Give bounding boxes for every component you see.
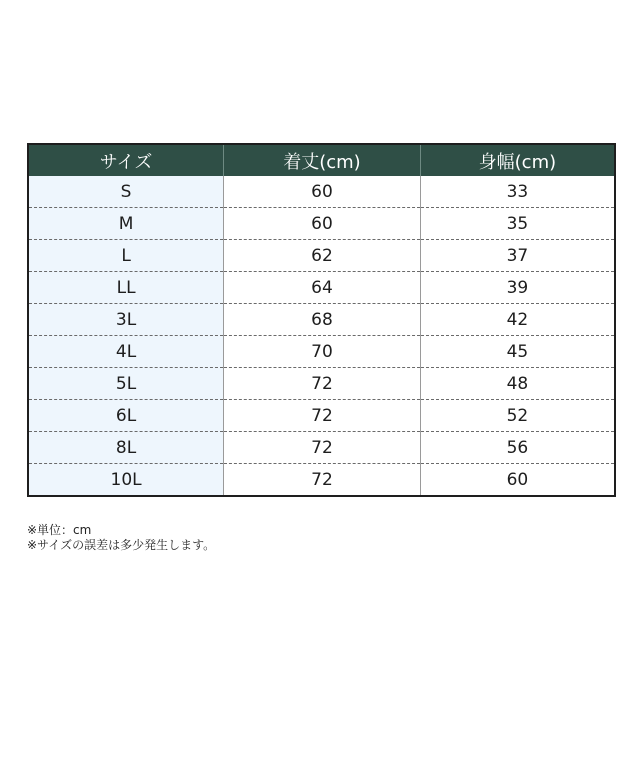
length-cell: 70 [224,336,421,368]
width-cell: 56 [420,432,615,464]
table-row [28,400,615,432]
width-cell: 52 [420,400,615,432]
width-cell: 39 [420,272,615,304]
header-size: サイズ [28,144,224,176]
size-cell: L [28,240,224,272]
table-row [28,432,615,464]
size-cell: S [28,176,224,208]
length-cell: 62 [224,240,421,272]
size-cell: LL [28,272,224,304]
header-width: 身幅(cm) [420,144,615,176]
length-cell: 72 [224,432,421,464]
table-row [28,176,615,208]
tolerance-note: ※サイズの誤差は多少発生します。 [27,538,216,552]
table-header-row [28,144,615,176]
size-cell: 8L [28,432,224,464]
length-cell: 60 [224,176,421,208]
table-row [28,272,615,304]
width-cell: 48 [420,368,615,400]
size-cell: 5L [28,368,224,400]
length-cell: 60 [224,208,421,240]
width-cell: 33 [420,176,615,208]
length-cell: 64 [224,272,421,304]
width-cell: 45 [420,336,615,368]
table-row [28,464,615,497]
table-row [28,336,615,368]
size-cell: M [28,208,224,240]
size-cell: 6L [28,400,224,432]
table-row [28,208,615,240]
width-cell: 35 [420,208,615,240]
size-chart-table [27,143,616,497]
header-length: 着丈(cm) [224,144,421,176]
length-cell: 72 [224,368,421,400]
width-cell: 42 [420,304,615,336]
unit-note: ※単位：cm [27,523,92,537]
table-row [28,240,615,272]
length-cell: 72 [224,400,421,432]
length-cell: 68 [224,304,421,336]
size-cell: 10L [28,464,224,497]
width-cell: 60 [506,469,529,490]
size-cell: 3L [28,304,224,336]
table-row [28,304,615,336]
length-cell: 72 [224,464,421,497]
notes [27,523,215,553]
size-cell: 4L [28,336,224,368]
table-row [28,368,615,400]
width-cell: 37 [420,240,615,272]
